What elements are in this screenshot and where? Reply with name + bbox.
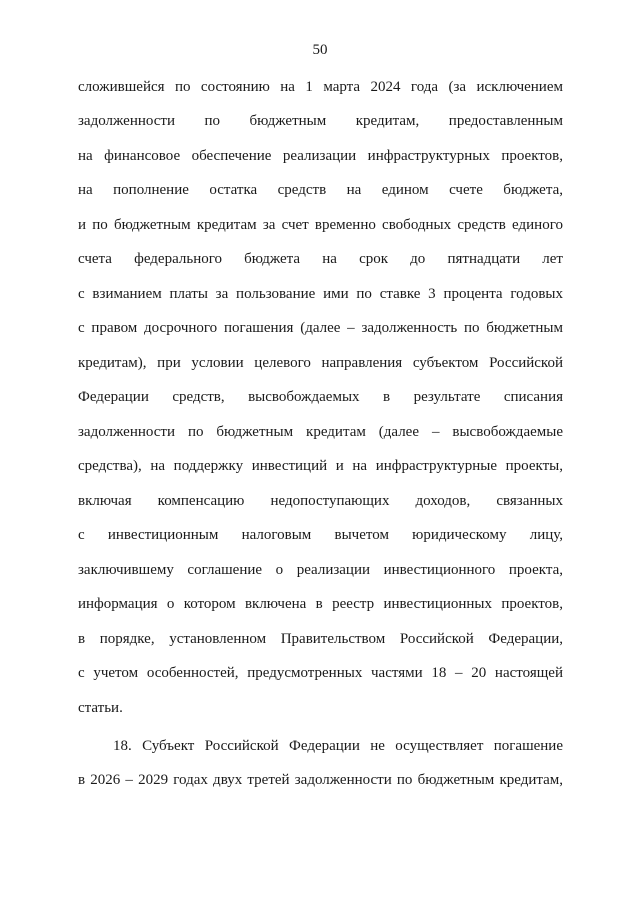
text-line: сложившейся по состоянию на 1 марта 2024 года (за исключением <box>78 79 563 95</box>
text-line: задолженности по бюджетным кредитам, предоставленным <box>78 113 563 129</box>
text-line: на финансовое обеспечение реализации инфраструктурных проектов, <box>78 148 563 164</box>
text-line: информация о котором включена в реестр инвестиционных проектов, <box>78 596 563 612</box>
text-line: на пополнение остатка средств на едином счете бюджета, <box>78 182 563 198</box>
text-line: Федерации средств, высвобождаемых в результате списания <box>78 389 563 405</box>
text-line: в порядке, установленном Правительством Российской Федерации, <box>78 631 563 647</box>
text-line: средства), на поддержку инвестиций и на инфраструктурные проекты, <box>78 458 563 474</box>
text-line: статьи. <box>78 700 123 716</box>
text-line: и по бюджетным кредитам за счет временно свободных средств единого <box>78 217 563 233</box>
text-line: с взиманием платы за пользование ими по ставке 3 процента годовых <box>78 286 563 302</box>
text-line: заключившему соглашение о реализации инвестиционного проекта, <box>78 562 563 578</box>
text-line: с инвестиционным налоговым вычетом юридическому лицу, <box>78 527 563 543</box>
text-line: включая компенсацию недопоступающих доходов, связанных <box>78 493 563 509</box>
text-line: кредитам), при условии целевого направления субъектом Российской <box>78 355 563 371</box>
page-number: 50 <box>312 42 328 58</box>
text-line: с учетом особенностей, предусмотренных частями 18 – 20 настоящей <box>78 665 563 681</box>
text-line: задолженности по бюджетным кредитам (далее – высвобождаемые <box>78 424 563 440</box>
text-line: с правом досрочного погашения (далее – задолженность по бюджетным <box>78 320 563 336</box>
paragraph-18-start: 18. Субъект Российской Федерации не осуществляет погашение <box>113 738 563 754</box>
text-line: счета федерального бюджета на срок до пятнадцати лет <box>78 251 563 267</box>
text-line: в 2026 – 2029 годах двух третей задолженности по бюджетным кредитам, <box>78 772 563 788</box>
